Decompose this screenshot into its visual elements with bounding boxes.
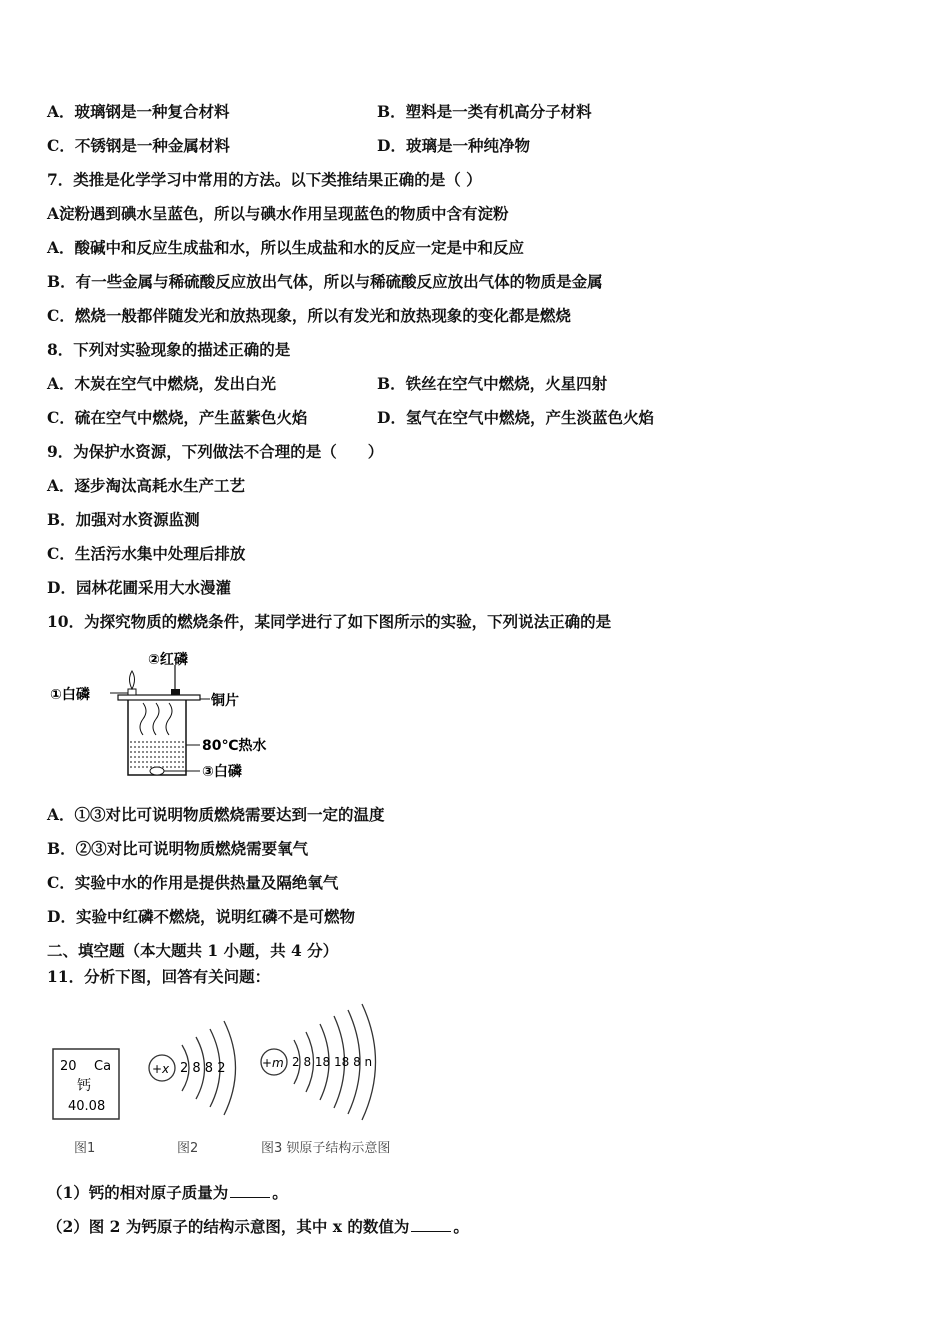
q7-option-c: C．燃烧一般都伴随发光和放热现象，所以有发光和放热现象的变化都是燃烧 bbox=[47, 306, 571, 325]
figure-1-periodic-cell bbox=[52, 1048, 122, 1123]
element-symbol: Ca bbox=[94, 1059, 112, 1074]
electron-counts: 2 8 18 18 8 n bbox=[292, 1055, 373, 1069]
label-white-phosphorus-3: ③白磷 bbox=[202, 764, 242, 780]
figure-1-caption: 图1 bbox=[74, 1141, 96, 1156]
combustion-experiment-diagram bbox=[48, 645, 288, 785]
q10-option-a: A．①③对比可说明物质燃烧需要达到一定的温度 bbox=[47, 805, 385, 824]
red-phosphorus bbox=[171, 689, 180, 695]
q10-stem: 10．为探究物质的燃烧条件，某同学进行了如下图所示的实验，下列说法正确的是 bbox=[47, 612, 612, 631]
steam-lines bbox=[140, 703, 172, 735]
q6-option-d: D．玻璃是一种纯净物 bbox=[377, 136, 530, 155]
section-heading: 二、填空题（本大题共 1 小题，共 4 分） bbox=[47, 941, 339, 960]
figure-3-barium-atom bbox=[250, 1000, 390, 1125]
q7-stem: 7．类推是化学学习中常用的方法。以下类推结果正确的是（ ） bbox=[47, 170, 482, 189]
q10-option-b: B．②③对比可说明物质燃烧需要氧气 bbox=[47, 839, 309, 858]
q11-subquestion-2 bbox=[47, 1217, 469, 1237]
figure-2-caption-wrap bbox=[165, 1136, 225, 1158]
flame-icon bbox=[130, 671, 135, 689]
q7-option-b: B．有一些金属与稀硫酸反应放出气体，所以与稀硫酸反应放出气体的物质是金属 bbox=[47, 272, 603, 291]
q9-option-c: C．生活污水集中处理后排放 bbox=[47, 544, 246, 563]
electron-counts: 2 8 8 2 bbox=[180, 1061, 226, 1076]
q9-option-b: B．加强对水资源监测 bbox=[47, 510, 200, 529]
element-mass: 40.08 bbox=[68, 1099, 106, 1114]
q10-option-c: C．实验中水的作用是提供热量及隔绝氧气 bbox=[47, 873, 339, 892]
element-name: 钙 bbox=[77, 1078, 91, 1094]
figure-3-caption: 图3 钡原子结构示意图 bbox=[261, 1141, 391, 1156]
q8-stem: 8．下列对实验现象的描述正确的是 bbox=[47, 340, 291, 359]
label-hot-water: 80℃热水 bbox=[202, 738, 267, 754]
q7-option-0: A淀粉遇到碘水呈蓝色，所以与碘水作用呈现蓝色的物质中含有淀粉 bbox=[47, 204, 509, 223]
q6-option-c: C．不锈钢是一种金属材料 bbox=[47, 136, 230, 155]
q9-stem: 9．为保护水资源，下列做法不合理的是（ ） bbox=[47, 442, 384, 461]
copper-plate bbox=[118, 695, 200, 700]
figure-1-caption-wrap bbox=[60, 1136, 120, 1158]
figure-3-caption-wrap bbox=[255, 1136, 425, 1158]
hot-water-lines bbox=[130, 742, 184, 767]
subquestion-1-end: 。 bbox=[272, 1183, 288, 1202]
label-copper-plate: 铜片 bbox=[211, 693, 239, 709]
subquestion-2-text: （2）图 2 为钙原子的结构示意图，其中 x 的数值为 bbox=[47, 1217, 410, 1236]
subquestion-2-end: 。 bbox=[453, 1217, 469, 1236]
figure-2-caption: 图2 bbox=[177, 1141, 199, 1156]
element-number: 20 bbox=[60, 1059, 77, 1074]
figure-2-calcium-atom bbox=[140, 1010, 250, 1125]
beaker-outline bbox=[128, 700, 186, 775]
q11-subquestion-1 bbox=[47, 1183, 288, 1203]
q9-option-d: D．园林花圃采用大水漫灌 bbox=[47, 578, 231, 597]
q8-option-c: C．硫在空气中燃烧，产生蓝紫色火焰 bbox=[47, 408, 308, 427]
nucleus-charge: +x bbox=[152, 1062, 170, 1076]
q6-option-a: A．玻璃钢是一种复合材料 bbox=[47, 102, 230, 121]
white-phosphorus-3 bbox=[150, 767, 164, 775]
answer-blank-2[interactable] bbox=[411, 1217, 451, 1232]
answer-blank-1[interactable] bbox=[230, 1183, 270, 1198]
label-white-phosphorus-1: ①白磷 bbox=[50, 687, 90, 703]
q6-option-b: B．塑料是一类有机高分子材料 bbox=[377, 102, 592, 121]
q8-option-a: A．木炭在空气中燃烧，发出白光 bbox=[47, 374, 277, 393]
q9-option-a: A．逐步淘汰高耗水生产工艺 bbox=[47, 476, 246, 495]
q7-option-a: A．酸碱中和反应生成盐和水，所以生成盐和水的反应一定是中和反应 bbox=[47, 238, 525, 257]
q8-option-b: B．铁丝在空气中燃烧，火星四射 bbox=[377, 374, 608, 393]
q10-option-d: D．实验中红磷不燃烧，说明红磷不是可燃物 bbox=[47, 907, 355, 926]
subquestion-1-text: （1）钙的相对原子质量为 bbox=[47, 1183, 229, 1202]
q11-stem: 11．分析下图，回答有关问题： bbox=[47, 967, 271, 986]
nucleus-charge: +m bbox=[262, 1056, 284, 1070]
label-red-phosphorus: ②红磷 bbox=[148, 652, 188, 668]
q8-option-d: D．氢气在空气中燃烧，产生淡蓝色火焰 bbox=[377, 408, 654, 427]
